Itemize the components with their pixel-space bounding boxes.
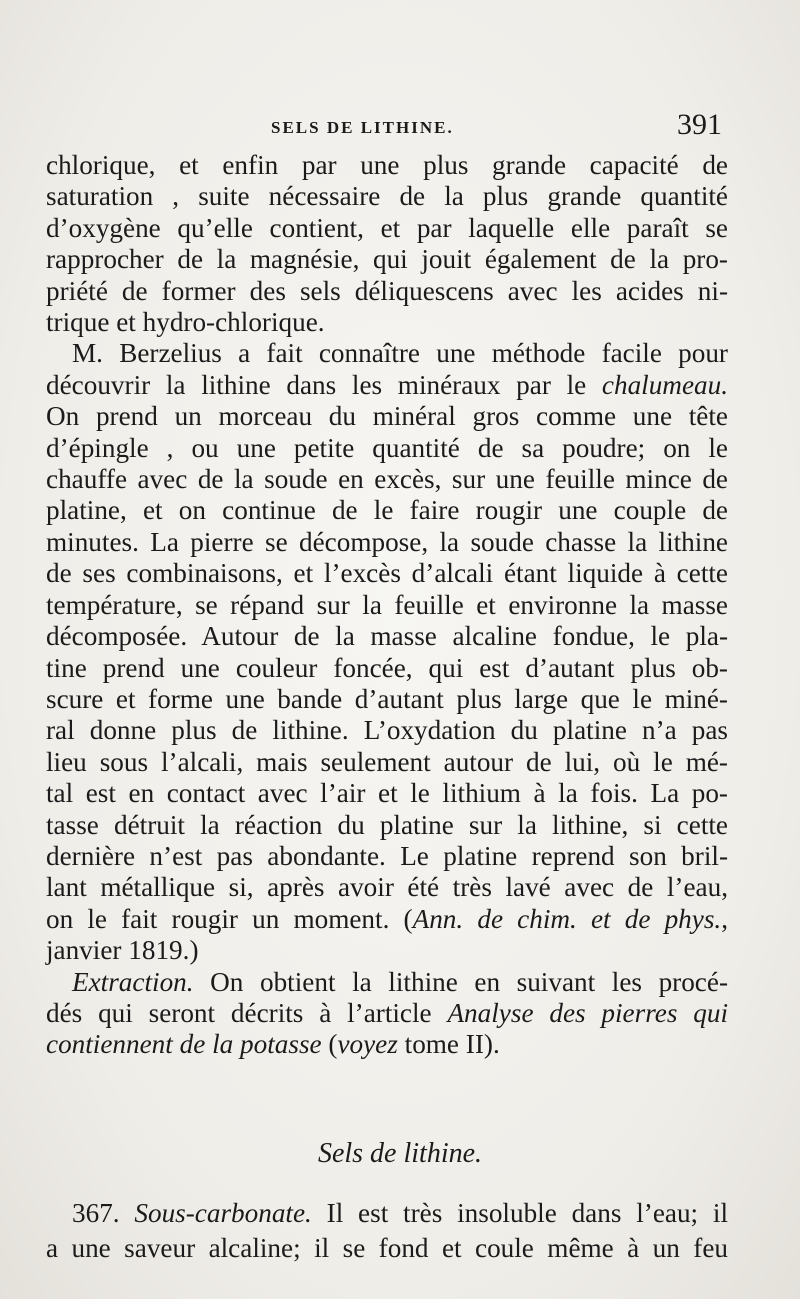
text-span: dés qui seront décrits à l’article bbox=[46, 997, 448, 1028]
text-line bbox=[46, 904, 728, 935]
text-line: tal est en contact avec l’air et le lithium à la fois. La po- bbox=[46, 778, 728, 809]
text-line: a une saveur alcaline; il se fond et coule même à un feu bbox=[46, 1233, 728, 1263]
page-header bbox=[46, 108, 728, 148]
italic-term: voyez bbox=[337, 1029, 398, 1060]
text-line: tasse détruit la réaction du platine sur la lithine, si cette bbox=[46, 809, 728, 840]
paragraph-sous-carbonate bbox=[46, 1196, 728, 1266]
text-line: trique et hydro-chlorique. bbox=[46, 307, 325, 338]
text-line: minutes. La pierre se décompose, la soude chasse la lithine bbox=[46, 526, 728, 557]
text-line: décomposée. Autour de la masse alcaline fondue, le pla- bbox=[46, 621, 728, 652]
text-line bbox=[46, 1196, 728, 1231]
article-title: Analyse des pierres qui bbox=[447, 997, 728, 1028]
text-line: lant métallique si, après avoir été très lavé avec de l’eau, bbox=[46, 872, 728, 903]
text-line bbox=[46, 1029, 728, 1060]
section-label: Sous-carbonate. bbox=[134, 1198, 312, 1228]
text-span: , bbox=[721, 903, 729, 934]
text-line: rapprocher de la magnésie, qui jouit également de la pro- bbox=[46, 244, 728, 275]
text-line: priété de former des sels déliquescens avec les acides ni- bbox=[46, 275, 728, 306]
text-span: découvrir la lithine dans les minéraux par le bbox=[46, 369, 602, 400]
text-line: janvier 1819.) bbox=[46, 935, 199, 966]
text-line: chauffe avec de la soude en excès, sur une feuille mince de bbox=[46, 464, 728, 495]
page-number: 391 bbox=[677, 108, 722, 141]
text-line: scure et forme une bande d’autant plus large que le miné- bbox=[46, 683, 728, 714]
text-span: on le fait rougir un moment. ( bbox=[46, 903, 413, 934]
text-line: chlorique, et enfin par une plus grande capacité de bbox=[46, 150, 728, 180]
text-line: d’épingle , ou une petite quantité de sa poudre; on le bbox=[46, 432, 728, 463]
text-line bbox=[46, 998, 728, 1029]
paragraph-berzelius bbox=[46, 338, 728, 966]
text-line bbox=[46, 370, 728, 401]
text-line: dernière n’est pas abondante. Le platine reprend son bril- bbox=[46, 840, 728, 871]
text-line: lieu sous l’alcali, mais seulement autour de lui, où le mé- bbox=[46, 746, 728, 777]
italic-term: chalumeau. bbox=[601, 369, 728, 400]
section-label: Extraction. bbox=[72, 966, 194, 997]
text-line: tine prend une couleur foncée, qui est d’autant plus ob- bbox=[46, 652, 728, 683]
text-span: tome II). bbox=[397, 1029, 500, 1060]
paragraph-continuation bbox=[46, 150, 728, 338]
text-span: Il est très insoluble dans l’eau; il bbox=[311, 1198, 729, 1228]
text-line: d’oxygène qu’elle contient, et par laquelle elle paraît se bbox=[46, 212, 728, 243]
paragraph-number: 367. bbox=[72, 1198, 135, 1228]
article-title: contiennent de la potasse bbox=[46, 1029, 322, 1060]
text-line: M. Berzelius a fait connaître une méthode facile pour bbox=[72, 338, 728, 369]
text-line: de ses combinaisons, et l’excès d’alcali étant liquide à cette bbox=[46, 558, 728, 589]
section-heading: Sels de lithine. bbox=[317, 1138, 483, 1169]
text-span: ( bbox=[321, 1029, 338, 1060]
text-line: ral donne plus de lithine. L’oxydation du platine n’a pas bbox=[46, 715, 728, 746]
paragraph-extraction bbox=[46, 967, 728, 1061]
citation-title: Ann. de chim. et de phys. bbox=[412, 903, 722, 934]
text-span: On obtient la lithine en suivant les procé- bbox=[193, 966, 728, 997]
text-line bbox=[46, 967, 728, 998]
text-line: On prend un morceau du minéral gros comme une tête bbox=[46, 401, 728, 432]
body-text bbox=[46, 150, 728, 1061]
text-line: saturation , suite nécessaire de la plus grande quantité bbox=[46, 181, 728, 212]
text-line: platine, et on continue de le faire rougir une couple de bbox=[46, 495, 728, 526]
running-head: SELS DE LITHINE. bbox=[271, 118, 454, 137]
text-line: température, se répand sur la feuille et environne la masse bbox=[46, 589, 728, 620]
